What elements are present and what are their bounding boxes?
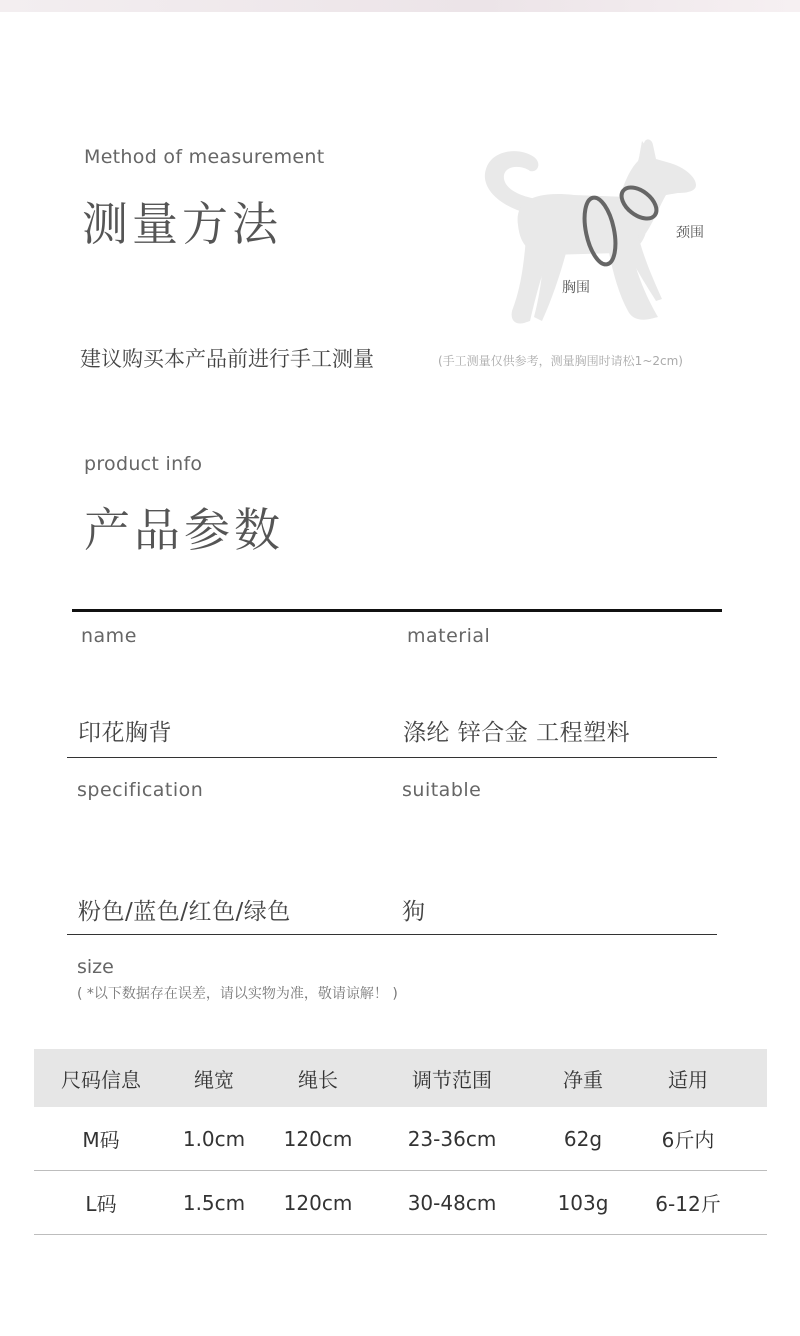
header-rope-width: 绳宽 [194, 1067, 234, 1092]
size-label: size [77, 956, 114, 978]
measurement-advice: 建议购买本产品前进行手工测量 [80, 347, 374, 371]
table-cell: 120cm [283, 1126, 353, 1151]
table-cell: 103g [557, 1190, 609, 1215]
table-cell: 23-36cm [407, 1126, 497, 1151]
size-table [34, 1049, 767, 1235]
field-label-suitable: suitable [402, 779, 482, 801]
table-cell: 30-48cm [407, 1190, 497, 1215]
table-cell: 1.0cm [182, 1126, 246, 1151]
field-value-suitable: 狗 [402, 899, 426, 925]
table-cell: 1.5cm [182, 1190, 246, 1215]
table-cell: 6斤内 [661, 1128, 715, 1152]
info-divider-2 [67, 934, 717, 935]
measurement-title-en: Method of measurement [84, 146, 325, 168]
product-info-title-cn: 产品参数 [84, 503, 284, 557]
table-row [34, 1107, 767, 1171]
table-cell: 120cm [283, 1190, 353, 1215]
table-cell: 62g [563, 1126, 603, 1151]
header-net-weight: 净重 [563, 1067, 603, 1092]
field-label-name: name [81, 625, 137, 647]
size-table-header [34, 1049, 767, 1107]
table-row [34, 1171, 767, 1235]
field-value-material: 涤纶 锌合金 工程塑料 [403, 720, 631, 746]
info-top-rule [72, 609, 722, 612]
table-cell: M码 [82, 1128, 120, 1152]
field-value-name: 印花胸背 [78, 720, 172, 746]
chest-label: 胸围 [562, 280, 590, 296]
table-cell: 6-12斤 [655, 1192, 721, 1216]
header-rope-length: 绳长 [298, 1067, 338, 1092]
measurement-advice-note: (手工测量仅供参考，测量胸围时请松1~2cm) [438, 354, 683, 368]
size-note: ( *以下数据存在误差，请以实物为准，敬请谅解！ ) [77, 986, 398, 1002]
header-size: 尺码信息 [61, 1067, 141, 1092]
field-value-specification: 粉色/蓝色/红色/绿色 [78, 899, 291, 925]
field-label-material: material [407, 625, 491, 647]
measurement-title-cn: 测量方法 [82, 197, 282, 251]
top-gradient-band [0, 0, 800, 12]
table-cell: L码 [85, 1192, 117, 1216]
info-divider-1 [67, 757, 717, 758]
header-adjust-range: 调节范围 [412, 1067, 492, 1092]
field-label-specification: specification [77, 779, 204, 801]
product-info-title-en: product info [84, 453, 203, 475]
header-suitable: 适用 [668, 1067, 708, 1092]
neck-label: 颈围 [676, 225, 704, 241]
